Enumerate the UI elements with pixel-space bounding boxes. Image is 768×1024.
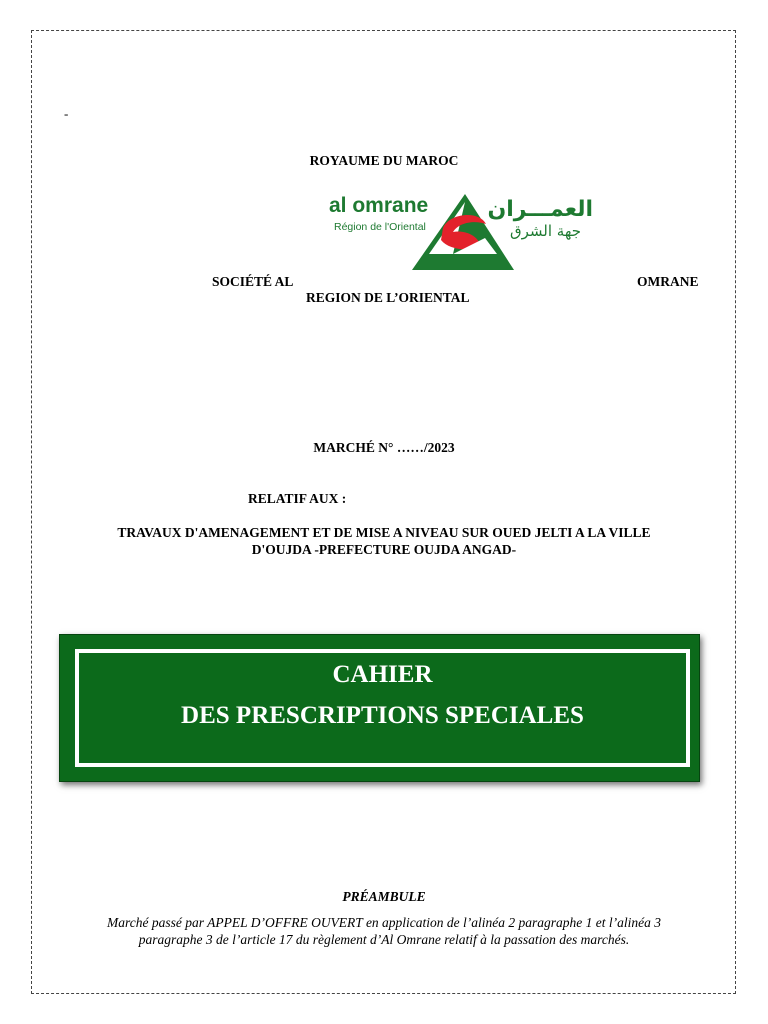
title-banner <box>59 634 700 782</box>
project-title-line-1: TRAVAUX D'AMENAGEMENT ET DE MISE A NIVEAU SUR OUED JELTI A LA VILLE <box>117 525 651 540</box>
project-title-line-2: D'OUJDA -PREFECTURE OUJDA ANGAD- <box>251 542 517 557</box>
preamble-line-1: Marché passé par APPEL D’OFFRE OUVERT en application de l’alinéa 2 paragraphe 1 et l’alinéa 3 <box>106 915 662 930</box>
project-title <box>60 524 708 558</box>
kingdom-heading: ROYAUME DU MAROC <box>309 153 459 168</box>
leading-dash: - <box>64 106 69 121</box>
logo-latin-name: al omrane <box>329 194 429 217</box>
title-banner-frame <box>75 649 690 767</box>
page-border <box>31 30 736 994</box>
company-name-right: OMRANE <box>637 274 699 289</box>
relatif-label: RELATIF AUX : <box>248 491 347 506</box>
preamble-text <box>50 914 718 948</box>
preamble-line-2: paragraphe 3 de l’article 17 du règlement d’Al Omrane relatif à la passation des marchés. <box>138 932 630 947</box>
logo-arabic-name: العمـــران <box>487 197 593 222</box>
title-line-2: DES PRESCRIPTIONS SPECIALES <box>181 702 584 729</box>
logo-latin-sub: Région de l'Oriental <box>334 221 426 233</box>
marche-number: MARCHÉ N° ……/2023 <box>313 440 455 455</box>
preamble-title: PRÉAMBULE <box>342 889 426 904</box>
company-name-left: SOCIÉTÉ AL <box>212 274 294 289</box>
al-omrane-logo <box>325 188 597 274</box>
title-line-1: CAHIER <box>332 661 433 688</box>
region-name: REGION DE L’ORIENTAL <box>306 290 470 305</box>
logo-arabic-sub: جهة الشرق <box>509 222 581 240</box>
